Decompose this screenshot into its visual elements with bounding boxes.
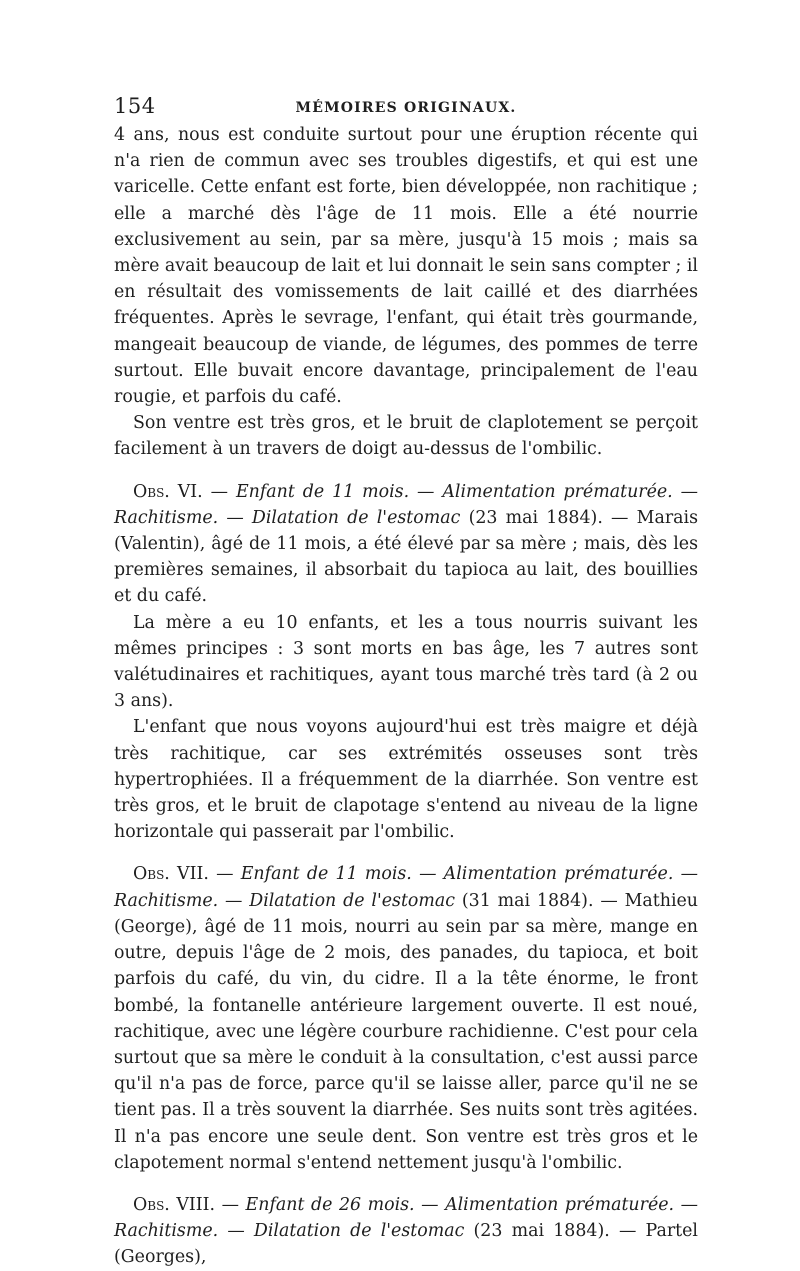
observation-label: Obs. VI. — bbox=[133, 481, 229, 502]
observation-6 bbox=[114, 479, 698, 610]
observation-8 bbox=[114, 1192, 698, 1271]
paragraph-text: Son ventre est très gros, et le bruit de claplotement se perçoit facilement à un travers de doigt au-dessus de l'ombilic. bbox=[114, 413, 698, 460]
running-title: MÉMOIRES ORIGINAUX. bbox=[295, 100, 517, 116]
page-header bbox=[114, 88, 698, 122]
page bbox=[114, 88, 698, 1271]
observation-text: (23 mai 1884). — Marais (Valentin), âgé de 11 mois, a été élevé par sa mère ; mais, dès les premières semaines, il absorbait du tapioca au lait, des bouillies et du café. bbox=[114, 507, 698, 607]
observation-title: Enfant de 11 mois. — Alimentation prématurée. — Rachitisme. — Dilatation de l'estomac bbox=[114, 864, 698, 911]
paragraph-continuation bbox=[114, 122, 698, 410]
paragraph-abdomen bbox=[114, 410, 698, 462]
observation-label: Obs. VII. — bbox=[133, 864, 234, 885]
paragraph-text: L'enfant que nous voyons aujourd'hui est très maigre et déjà très rachitique, car ses extrémités osseuses sont très hypertrophiées. Il a fréquemment de la diarrhée. Son ventre est très gros, et le bruit de clapotage s'entend au niveau de la ligne horizontale qui passerait par l'ombilic. bbox=[114, 717, 698, 843]
page-number: 154 bbox=[114, 94, 156, 118]
observation-text: (31 mai 1884). — Mathieu (George), âgé de 11 mois, nourri au sein par sa mère, mange en outre, depuis l'âge de 2 mois, des panades, du tapioca, et boit parfois du café, du vin, du cidre. Il a la tête énorme, le front bombé, la fontanelle antérieure largement ouverte. Il est noué, rachitique, avec une légère courbure rachidienne. C'est pour cela surtout que sa mère le conduit à la consultation, c'est aussi parce qu'il n'a pas de force, parce qu'il se laisse aller, parce qu'il ne se tient pas. Il a très souvent la diarrhée. Ses nuits sont très agitées. Il n'a pas encore une seule dent. Son ventre est très gros et le clapotement normal s'entend nettement jusqu'à l'ombilic. bbox=[114, 890, 698, 1173]
observation-title: Enfant de 11 mois. — Alimentation prématurée. — Rachitisme. — Dilatation de l'estomac bbox=[114, 481, 698, 528]
observation-text: (23 mai 1884). — Partel (Georges), bbox=[114, 1221, 698, 1268]
observation-title: Enfant de 26 mois. — Alimentation prématurée. — Rachitisme. — Dilatation de l'estomac bbox=[114, 1194, 698, 1242]
paragraph-text: La mère a eu 10 enfants, et les a tous nourris suivant les mêmes principes : 3 sont morts en bas âge, les 7 autres sont valétudinaires et rachitiques, ayant tous marché très tard (à 2 ou 3 ans). bbox=[114, 612, 698, 712]
observation-label: Obs. VIII. — bbox=[133, 1194, 239, 1215]
paragraph-text: 4 ans, nous est conduite surtout pour une éruption récente qui n'a rien de commun avec ses troubles digestifs, et qui est une varicelle. Cette enfant est forte, bien développée, non rachitique ; elle a marché dès l'âge de 11 mois. Elle a été nourrie exclusivement au sein, par sa mère, jusqu'à 15 mois ; mais sa mère avait beaucoup de lait et lui donnait le sein sans compter ; il en résultait des vomissements de lait caillé et des diarrhées fréquentes. Après le sevrage, l'enfant, qui était très gourmande, mangeait beaucoup de viande, de légumes, des pommes de terre surtout. Elle buvait encore davantage, principalement de l'eau rougie, et parfois du café. bbox=[114, 125, 698, 408]
paragraph-mother bbox=[114, 610, 698, 715]
paragraph-child bbox=[114, 714, 698, 845]
observation-7 bbox=[114, 861, 698, 1175]
